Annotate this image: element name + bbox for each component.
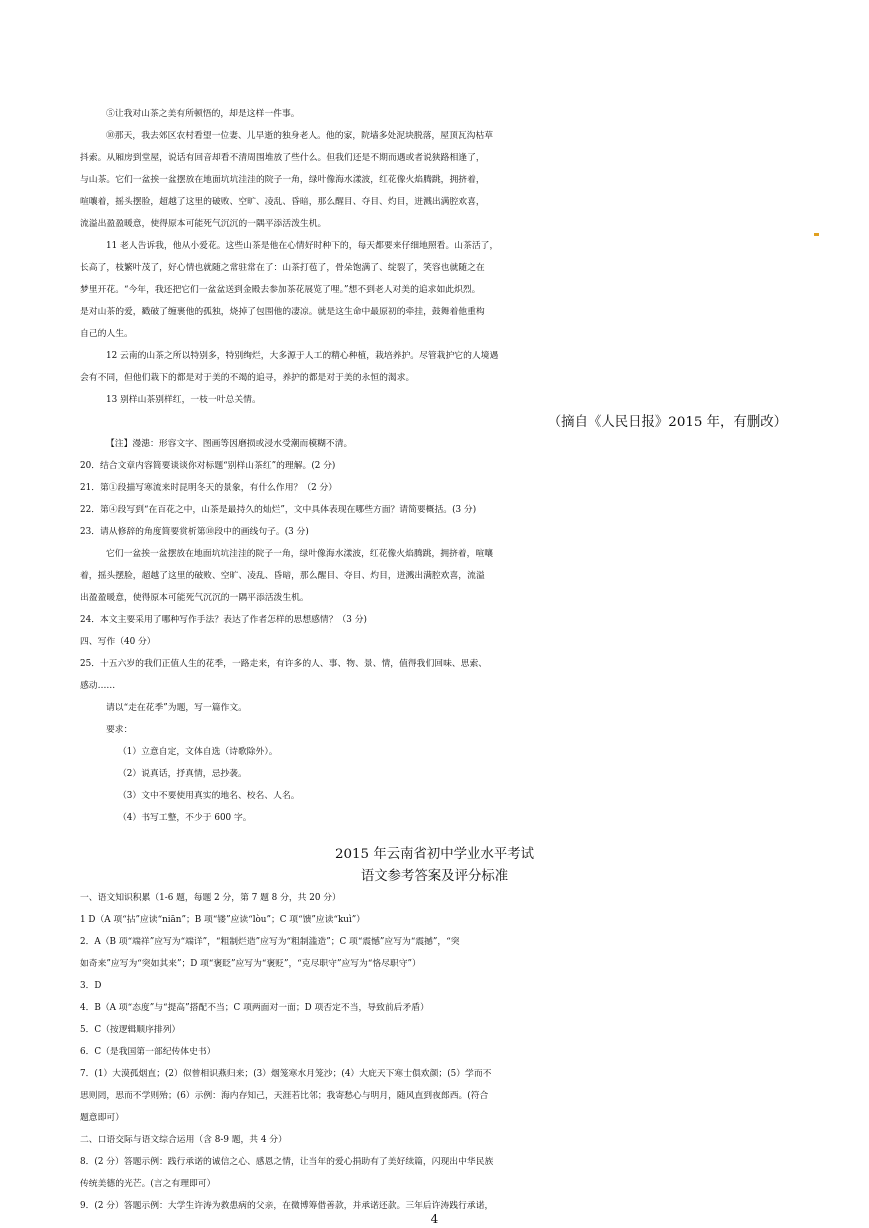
requirement-item: （2）说真话，抒真情，忌抄袭。	[118, 769, 247, 779]
answer-line: 思则罔，思而不学则殆；(6）示例：海内存知己，天涯若比邻；我寄愁心与明月，随风直到夜郎西。(符合	[80, 1091, 489, 1101]
answer-line: 一、语文知识积累（1-6 题，每题 2 分，第 7 题 8 分，共 20 分）	[80, 893, 341, 903]
question-21: 21．第①段描写寒流来时昆明冬天的景象，有什么作用？（2 分）	[80, 483, 338, 493]
section-heading-writing: 四、写作（40 分）	[80, 637, 156, 647]
question-23: 23．请从修辞的角度简要赏析第⑩段中的画线句子。(3 分)	[80, 527, 309, 537]
source-citation: （摘自《人民日报》2015 年，有删改）	[547, 415, 787, 430]
paragraph-11-line: 自己的人生。	[80, 329, 133, 339]
question-24: 24．本文主要采用了哪种写作手法？表达了作者怎样的思想感情？（3 分)	[80, 615, 367, 625]
question-23-quote-line: 着，摇头摆脸，超越了这里的破败、空旷、凌乱、昏暗，那么醒目、夺目、灼目，迸溅出满腔欢喜，流溢	[80, 571, 485, 581]
answer-line: 5．C（按逻辑顺序排列）	[80, 1025, 181, 1035]
answer-line: 6．C（是我国第一部纪传体史书）	[80, 1047, 216, 1057]
question-20: 20．结合文章内容简要谈谈你对标题“别样山茶红”的理解。(2 分)	[80, 461, 336, 471]
answer-line: 2．A（B 项“端祥”应写为“端详”，“粗制烂造”应写为“粗制滥造”；C 项“震憾”应写为“震撼”，“突	[80, 937, 460, 947]
paragraph-10-line: 与山茶。它们一盆挨一盆摆放在地面坑坑洼洼的院子一角，绿叶像海水漾波，红花像火焰腾跳，拥挤着，	[80, 175, 485, 185]
requirement-item: （4）书写工整，不少于 600 字。	[118, 813, 252, 823]
paragraph-11-line: 11 老人告诉我，他从小爱花。这些山茶是他在心情好时种下的，每天都要来仔细地照看。山茶活了，	[106, 241, 499, 251]
answer-line: 3．D	[80, 981, 102, 991]
answer-line: 9．(2 分）答题示例：大学生许涛为救患病的父亲，在微博筹借善款，并承诺还款。三年后许涛践行承诺，	[80, 1201, 494, 1211]
paragraph-11-line: 梦里开花。“今年，我还把它们一盆盆送到金殿去参加茶花展览了哩。”想不到老人对美的追求如此炽烈。	[80, 285, 481, 295]
page-number: 4	[430, 1212, 439, 1226]
requirement-item: （3）文中不要使用真实的地名、校名、人名。	[118, 791, 300, 801]
question-25-line: 25．十五六岁的我们正值人生的花季，一路走来，有许多的人、事、物、景、情，值得我们回味、思索、	[80, 659, 488, 669]
paragraph-10-line: 抖索。从厢房到堂屋，说话有回音却看不清周围堆放了些什么。但我们还是不期而遇或者说狭路相逢了，	[80, 153, 485, 163]
question-25-line: 感动……	[80, 681, 116, 691]
requirement-item: （1）立意自定，文体自选（诗歌除外）。	[118, 747, 278, 757]
paragraph-13-line: 13 别样山茶别样红，一枝一叶总关情。	[106, 395, 261, 405]
answer-line: 8．(2 分）答题示例：践行承诺的诚信之心、感恩之情，让当年的爱心捐助有了美好续篇，闪现出中华民族	[80, 1157, 494, 1167]
answer-key-title: 2015 年云南省初中学业水平考试	[334, 847, 535, 862]
question-23-quote-line: 出盈盈暖意，使得原本可能死气沉沉的一隅平添活泼生机。	[80, 593, 309, 603]
answer-line: 1 D（A 项“拈”应读“niān”；B 项“镂”应读“lòu”；C 项“馈”应读“kuì”）	[80, 915, 366, 925]
paragraph-10-line: ⑩那天，我去郊区农村看望一位妻、儿早逝的独身老人。他的家，院墙多处泥块脱落，屋顶瓦沟枯草	[106, 131, 494, 141]
question-23-quote-line: 它们一盆挨一盆摆放在地面坑坑洼洼的院子一角，绿叶像海水漾波，红花像火焰腾跳，拥挤着，喧嚷	[106, 549, 494, 559]
answer-line: 传统美德的光芒。(言之有理即可）	[80, 1179, 216, 1189]
paragraph-11-line: 是对山茶的爱，戳破了缠裹他的孤独，烧掉了包围他的凄凉。就是这生命中最原初的牵挂，鼓舞着他重构	[80, 307, 485, 317]
answer-line: 4．B（A 项“态度”与“提高”搭配不当；C 项两面对一面；D 项否定不当，导致前后矛盾）	[80, 1003, 429, 1013]
answer-line: 二、口语交际与语文综合运用（含 8-9 题，共 4 分）	[80, 1135, 287, 1145]
question-22: 22．第④段写到“在百花之中，山茶是最持久的灿烂”，文中具体表现在哪些方面？请简要概括。(3 分)	[80, 505, 477, 515]
answer-key-subtitle: 语文参考答案及评分标准	[360, 869, 509, 884]
revision-mark	[814, 233, 819, 236]
requirements-label: 要求：	[106, 725, 133, 735]
annotation-note: 【注】漫漶：形容文字、图画等因磨损或浸水受潮而模糊不清。	[106, 439, 353, 449]
paragraph-10-line: 流溢出盈盈暖意，使得原本可能死气沉沉的一隅平添活泼生机。	[80, 219, 327, 229]
answer-line: 7．(1）大漠孤烟直；(2）似曾相识燕归来；(3）烟笼寒水月笼沙；(4）大庇天下寒士俱欢颜；(5）学而不	[80, 1069, 492, 1079]
paragraph-12-line: 会有不同，但他们栽下的都是对于美的不竭的追寻，养护的都是对于美的永恒的渴求。	[80, 373, 415, 383]
writing-prompt: 请以“走在花季”为题，写一篇作文。	[106, 703, 247, 713]
answer-line: 如奇来”应写为“突如其来”；D 项“褒眨”应写为“褒贬”，“克尽职守”应写为“恪尽职守”）	[80, 959, 421, 969]
paragraph-12-line: 12 云南的山茶之所以特别多，特别绚烂，大多源于人工的精心种植，栽培养护。尽管栽护它的人境遇	[106, 351, 499, 361]
answer-line: 题意即可）	[80, 1113, 124, 1123]
paragraph-5-line: ⑤让我对山茶之美有所顿悟的，却是这样一件事。	[106, 109, 300, 119]
paragraph-10-line: 喧嚷着，摇头摆脸，超越了这里的破败、空旷、凌乱、昏暗，那么醒目、夺目、灼目，迸溅出满腔欢喜，	[80, 197, 485, 207]
paragraph-11-line: 长高了，枝繁叶茂了，好心情也就随之常驻常在了：山茶打苞了，骨朵饱满了、绽裂了，笑容也就随之在	[80, 263, 485, 273]
